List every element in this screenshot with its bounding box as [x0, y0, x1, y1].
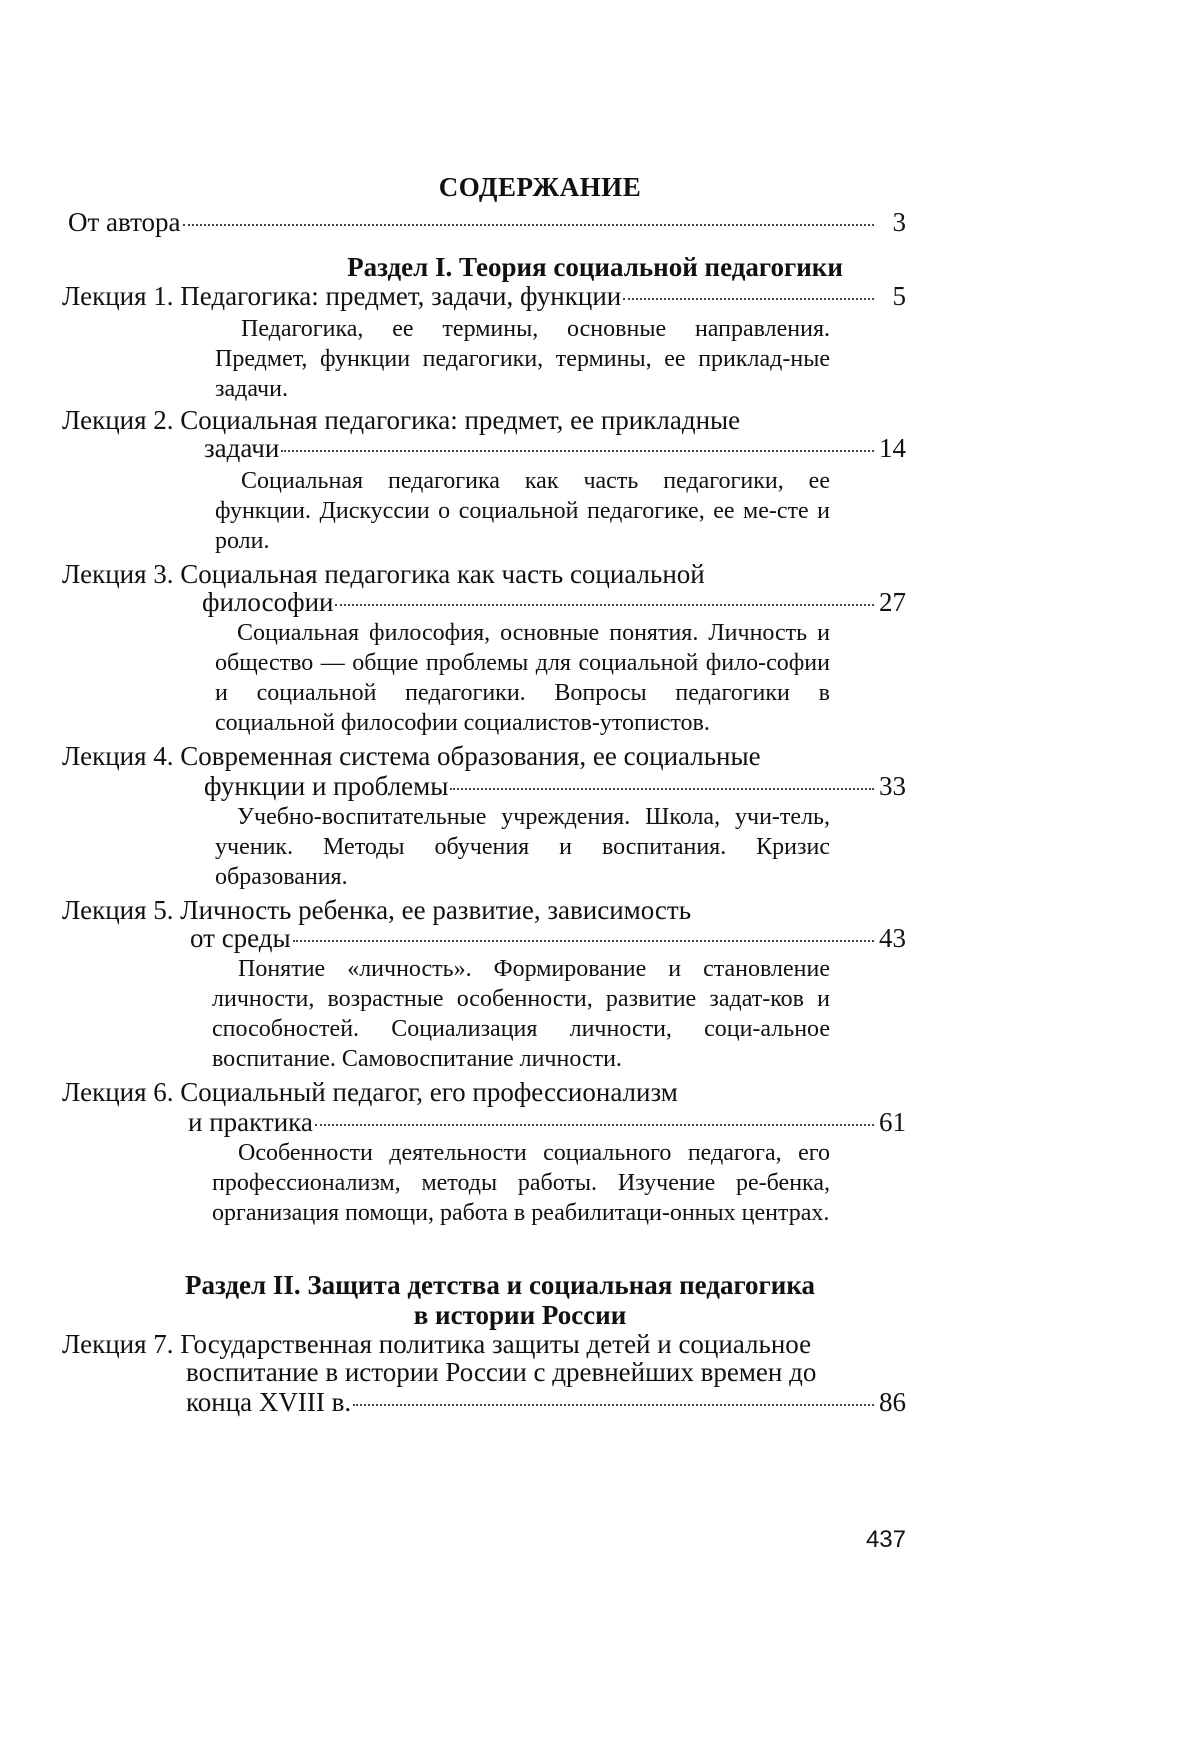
dot-leader [293, 939, 874, 942]
toc-entry-page: 27 [879, 587, 906, 617]
toc-entry-lecture-6-line-1: Лекция 6. Социальный педагог, его профессионализм [62, 1077, 678, 1107]
toc-entry-lecture-2 [204, 432, 906, 464]
dot-leader [623, 297, 874, 300]
dot-leader [353, 1403, 874, 1406]
lecture-1-description: Педагогика, ее термины, основные направления. Предмет, функции педагогики, термины, ее приклад-ные задачи. [215, 316, 830, 402]
toc-entry-label: задачи [204, 433, 280, 463]
dot-leader [450, 787, 874, 790]
section-heading-2-line-2: в истории России [413, 1300, 627, 1330]
toc-entry-lecture-7-line-1: Лекция 7. Государственная политика защиты детей и социальное [62, 1329, 812, 1359]
toc-entry-page: 33 [879, 771, 906, 801]
toc-entry-page: 14 [879, 433, 906, 463]
toc-entry-page: 43 [879, 923, 906, 953]
toc-entry-lecture-6 [188, 1106, 906, 1138]
toc-entry-page: 5 [892, 281, 906, 311]
page-number: 437 [865, 1526, 906, 1553]
toc-entry-label: от среды [190, 923, 291, 953]
toc-entry-lecture-2-line-1: Лекция 2. Социальная педагогика: предмет, ее прикладные [62, 405, 741, 435]
section-heading-2-line-1: Раздел II. Защита детства и социальная педагогика [184, 1270, 816, 1300]
toc-entry-lecture-4-line-1: Лекция 4. Современная система образования, ее социальные [62, 741, 761, 771]
toc-entry-front [68, 206, 906, 238]
section-heading-1: Раздел I. Теория социальной педагогики [347, 252, 843, 282]
lecture-3-description: Социальная философия, основные понятия. Личность и общество — общие проблемы для социальной фило-софии и социальной педагогики. Вопросы педагогики в социальной философии социалистов-утопистов. [215, 620, 830, 736]
toc-entry-label: конца XVIII в. [186, 1387, 352, 1417]
lecture-2-description: Социальная педагогика как часть педагогики, ее функции. Дискуссии о социальной педагогике, ее ме-сте и роли. [215, 468, 830, 554]
toc-entry-lecture-3 [202, 586, 906, 618]
toc-entry-lecture-7 [186, 1386, 906, 1418]
toc-entry-label: философии [202, 587, 334, 617]
lecture-4-description: Учебно-воспитательные учреждения. Школа, учи-тель, ученик. Методы обучения и воспитания. Кризис образования. [215, 804, 830, 890]
toc-entry-label: От автора [68, 207, 181, 237]
dot-leader [183, 223, 874, 226]
toc-entry-page: 86 [879, 1387, 906, 1417]
toc-entry-label: Лекция 1. Педагогика: предмет, задачи, функции [62, 281, 622, 311]
toc-entry-page: 61 [879, 1107, 906, 1137]
toc-entry-lecture-7-line-2: воспитание в истории России с древнейших времен до [186, 1357, 817, 1387]
toc-entry-lecture-5 [190, 922, 906, 954]
dot-leader [335, 603, 874, 606]
page-title: СОДЕРЖАНИЕ [438, 172, 642, 202]
lecture-5-description: Понятие «личность». Формирование и становление личности, возрастные особенности, развитие задат-ков и способностей. Социализация личности, соци-альное воспитание. Самовоспитание личности. [212, 956, 830, 1072]
toc-entry-lecture-3-line-1: Лекция 3. Социальная педагогика как часть социальной [62, 559, 705, 589]
toc-entry-lecture-1 [62, 280, 906, 312]
toc-entry-lecture-5-line-1: Лекция 5. Личность ребенка, ее развитие, зависимость [62, 895, 692, 925]
dot-leader [315, 1123, 874, 1126]
lecture-6-description: Особенности деятельности социального педагога, его профессионализм, методы работы. Изучение ре-бенка, организация помощи, работа в реабилитаци-онных центрах. [212, 1140, 830, 1226]
toc-entry-label: функции и проблемы [204, 771, 449, 801]
toc-entry-lecture-4 [204, 770, 906, 802]
dot-leader [281, 449, 874, 452]
toc-entry-label: и практика [188, 1107, 313, 1137]
toc-entry-page: 3 [892, 207, 906, 237]
